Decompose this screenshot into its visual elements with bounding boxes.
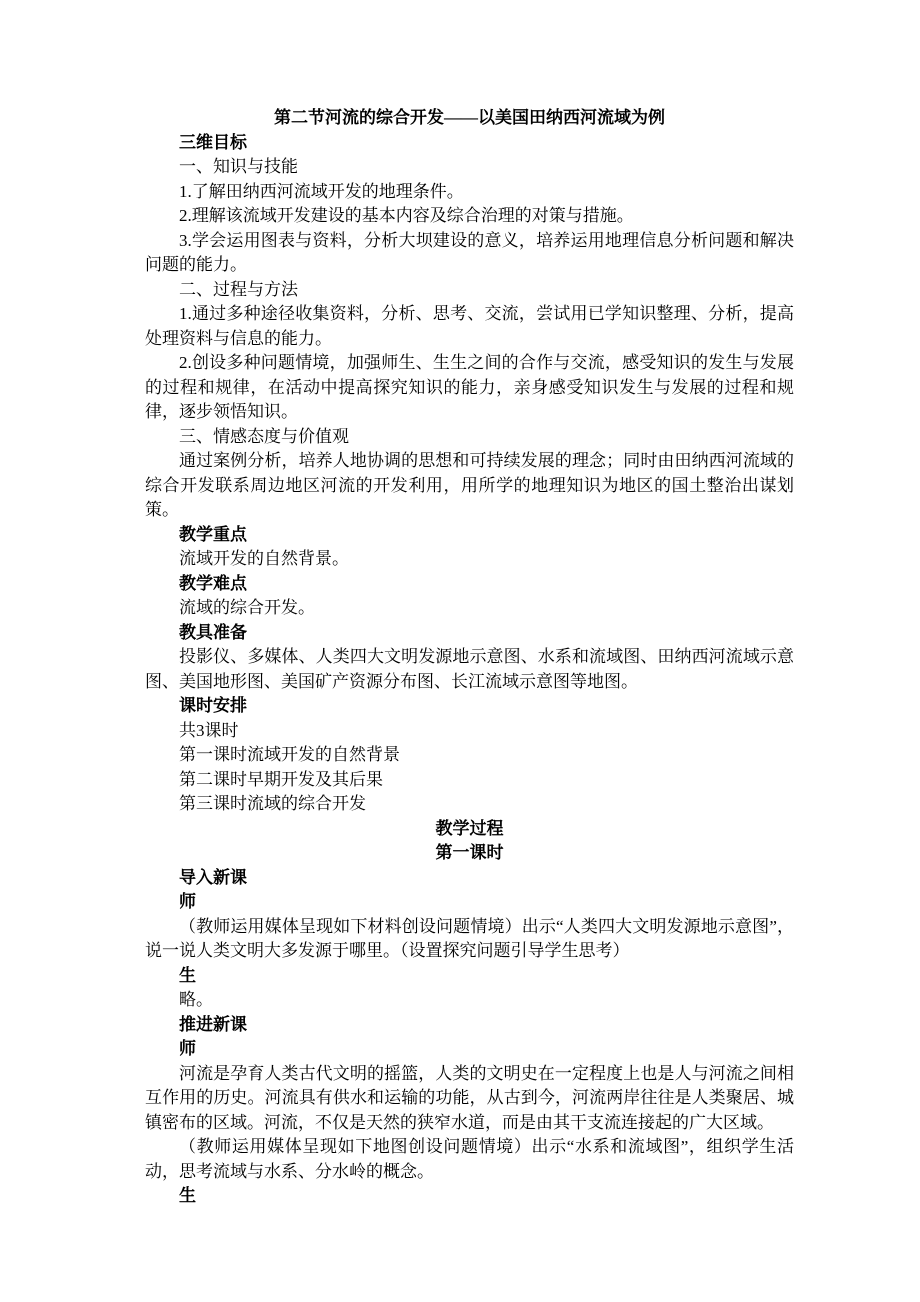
heading: 推进新课 [179,1014,247,1034]
heading: 教具准备 [179,622,247,642]
paragraph: （教师运用媒体呈现如下地图创设问题情境）出示“水系和流域图”，组织学生活动，思考流域与水系、分水岭的概念。 [145,1137,794,1181]
heading: 生 [179,1186,196,1205]
paragraph: 第一课时流域开发的自然背景 [179,745,400,764]
heading: 师 [179,1039,196,1058]
paragraph: 第二课时早期开发及其后果 [179,769,383,789]
paragraph: 3.学会运用图表与资料，分析大坝建设的意义，培养运用地理信息分析问题和解决问题的能力。 [145,230,794,274]
section-heading: 教学过程 [435,818,504,838]
heading: 三维目标 [179,132,247,152]
paragraph: 第三课时流域的综合开发 [179,794,366,813]
heading: 师 [179,892,196,911]
heading: 生 [179,965,196,985]
paragraph: 1.通过多种途径收集资料，分析、思考、交流，尝试用已学知识整理、分析，提高处理资料与信息的能力。 [145,304,794,348]
document-title: 第二节河流的综合开发——以美国田纳西河流域为例 [274,108,665,127]
section-heading: 第一课时 [435,843,504,862]
paragraph: 一、知识与技能 [179,157,298,176]
paragraph: 1.了解田纳西河流域开发的地理条件。 [179,181,464,201]
paragraph: 投影仪、多媒体、人类四大文明发源地示意图、水系和流域图、田纳西河流域示意图、美国地形图、美国矿产资源分布图、长江流域示意图等地图。 [145,647,794,691]
paragraph: 河流是孕育人类古代文明的摇篮，人类的文明史在一定程度上也是人与河流之间相互作用的历史。河流具有供水和运输的功能，从古到今，河流两岸往往是人类聚居、城镇密布的区域。河流，不仅是天然的狭窄水道，而是由其干支流连接起的广大区域。 [145,1063,794,1132]
paragraph: 2.理解该流域开发建设的基本内容及综合治理的对策与措施。 [179,206,634,225]
paragraph: 2.创设多种问题情境，加强师生、生生之间的合作与交流，感受知识的发生与发展的过程和规律，在活动中提高探究知识的能力，亲身感受知识发生与发展的过程和规律，逐步领悟知识。 [145,353,794,421]
paragraph: 共3课时 [179,720,239,740]
heading: 教学难点 [179,573,247,593]
heading: 教学重点 [179,524,247,544]
heading: 课时安排 [179,696,247,715]
document-body [145,106,794,1209]
paragraph: 流域开发的自然背景。 [179,549,349,568]
paragraph: 二、过程与方法 [179,279,298,299]
paragraph: 略。 [179,990,213,1009]
paragraph: 流域的综合开发。 [179,598,315,617]
paragraph: 三、情感态度与价值观 [179,426,349,446]
paragraph: 通过案例分析，培养人地协调的思想和可持续发展的理念；同时由田纳西河流域的综合开发联系周边地区河流的开发利用，用所学的地理知识为地区的国土整治出谋划策。 [145,451,794,519]
paragraph: （教师运用媒体呈现如下材料创设问题情境）出示“人类四大文明发源地示意图”，说一说人类文明大多发源于哪里。（设置探究问题引导学生思考） [145,916,794,960]
heading: 导入新课 [179,867,247,887]
